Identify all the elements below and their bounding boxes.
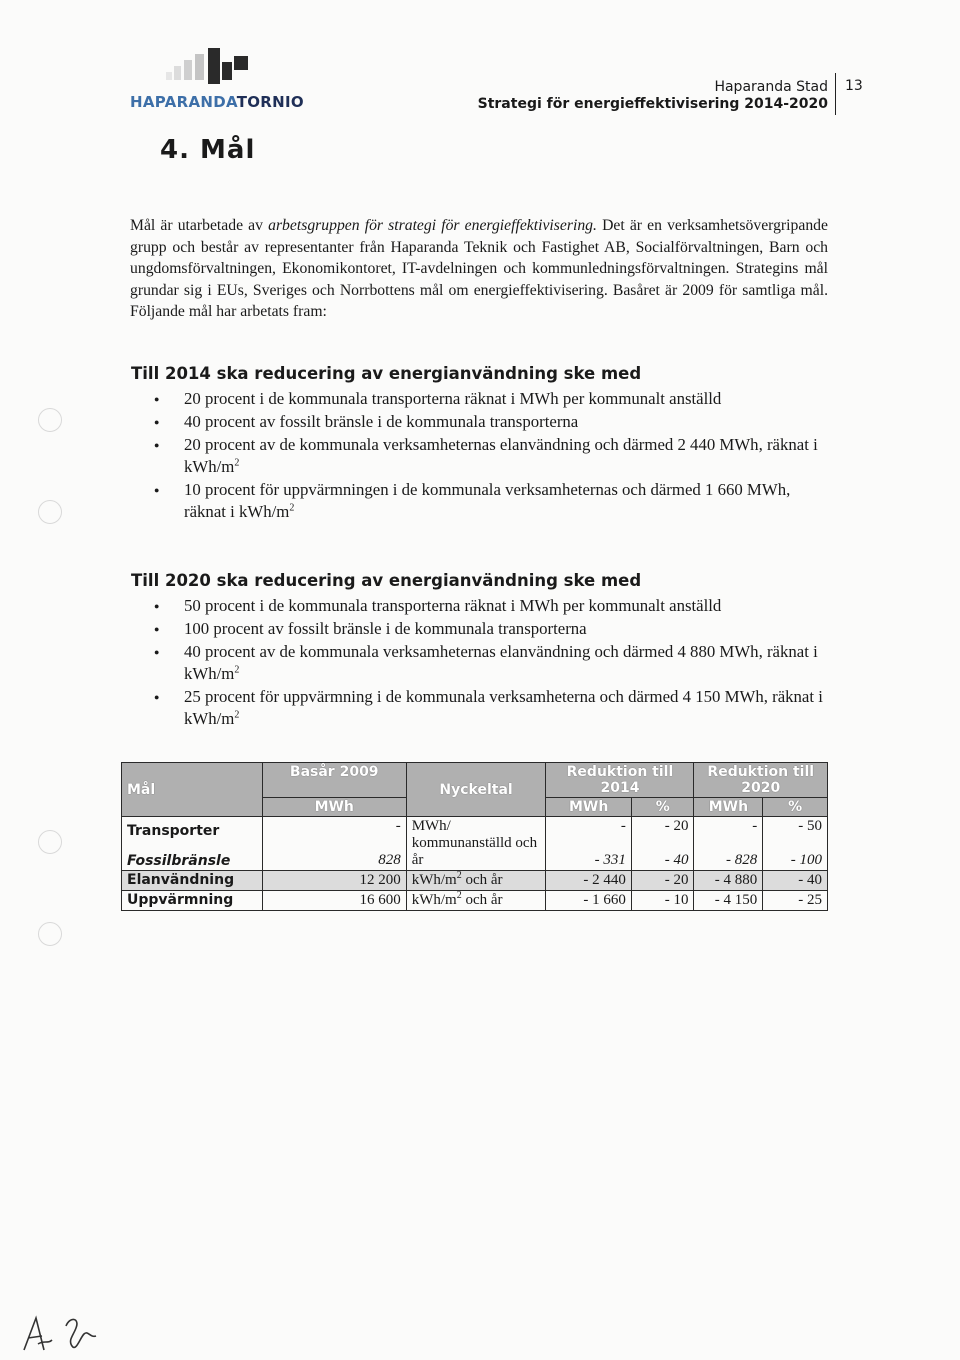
logo-graphic [160,48,290,88]
intro-paragraph [130,215,828,323]
table-row: Transporter - MWh/ kommunanställd och år - - 20 - - 50 [122,817,828,847]
logo-text-tornio: TORNIO [236,93,304,111]
header-city: Haparanda Stad [714,79,828,95]
punch-hole-mark [38,408,62,432]
page-number: 13 [845,78,863,94]
list-item: ● 40 procent av fossilt bränsle i de kommunala transporterna [130,411,830,433]
punch-hole-mark [38,830,62,854]
header-divider [835,73,836,115]
section-title: 4. Mål [160,135,256,165]
intro-text-rest: Det är en verksamhetsövergripande grupp och består av representanter från Haparanda Teknik och Fastighet AB, Socialförvaltningen, Barn och ungdomsförvaltningen, Ekonomikontoret, IT-avdelningen och kommunledningsförvaltningen. Strategins mål grundar sig i EUs, Sveriges och Norrbottens mål om energieffektivisering. Basåret är 2009 för samtliga mål. Följande mål har arbetats fram: [130,217,828,320]
list-item: ● 10 procent för uppvärmningen i de kommunala verksamheternas och därmed 1 660 MWh, räknat i kWh/$m^2$ [130,479,830,523]
col-header-reduktion-2014: Reduktion till 2014 [546,763,694,798]
col-header-basar-unit: MWh [262,798,406,817]
col-header-nyckeltal: Nyckeltal [406,763,546,817]
list-item: ● 20 procent av de kommunala verksamheternas elanvändning och därmed 2 440 MWh, räknat i kWh/$m^2$ [130,434,830,478]
list-item: ● 100 procent av fossilt bränsle i de kommunala transporterna [130,618,830,640]
goals-2014-heading: Till 2014 ska reducering av energianvändning ske med [131,364,642,383]
goals-table [121,762,828,911]
list-item: ● 20 procent i de kommunala transporterna räknat i MWh per kommunalt anställd [130,388,830,410]
col-header-2020-mwh: MWh [694,798,763,817]
handwritten-initials [18,1310,113,1355]
col-header-2014-mwh: MWh [546,798,632,817]
col-header-basar: Basår 2009 [262,763,406,798]
col-header-reduktion-2020: Reduktion till 2020 [694,763,828,798]
list-item: ● 25 procent för uppvärmning i de kommunala verksamheterna och därmed 4 150 MWh, räknat i kWh/$m^2$ [130,686,830,730]
col-header-2014-pct: % [631,798,694,817]
goals-2014-list [130,388,830,524]
table-row: Uppvärmning 16 600 kWh/$m^2$ och år - 1 660 - 10 - 4 150 - 25 [122,891,828,911]
intro-emphasis: arbetsgruppen för strategi för energieffektivisering. [268,217,597,234]
goals-2020-heading: Till 2020 ska reducering av energianvändning ske med [131,571,642,590]
header-strategy-title: Strategi för energieffektivisering 2014-2020 [477,96,828,112]
punch-hole-mark [38,922,62,946]
col-header-mal: Mål [122,763,263,817]
punch-hole-mark [38,500,62,524]
table-row: Elanvändning 12 200 kWh/$m^2$ och år - 2 440 - 20 - 4 880 - 40 [122,871,828,891]
col-header-2020-pct: % [763,798,828,817]
logo-text [130,93,304,111]
logo-text-haparanda: HAPARANDA [130,93,237,111]
intro-text-start: Mål är utarbetade av [130,217,269,234]
list-item: ● 40 procent av de kommunala verksamheternas elanvändning och därmed 4 880 MWh, räknat i kWh/$m^2$ [130,641,830,685]
table-row: Fossilbränsle 828 - 331 - 40 - 828 - 100 [122,846,828,871]
goals-2020-list [130,595,830,731]
list-item: ● 50 procent i de kommunala transporterna räknat i MWh per kommunalt anställd [130,595,830,617]
